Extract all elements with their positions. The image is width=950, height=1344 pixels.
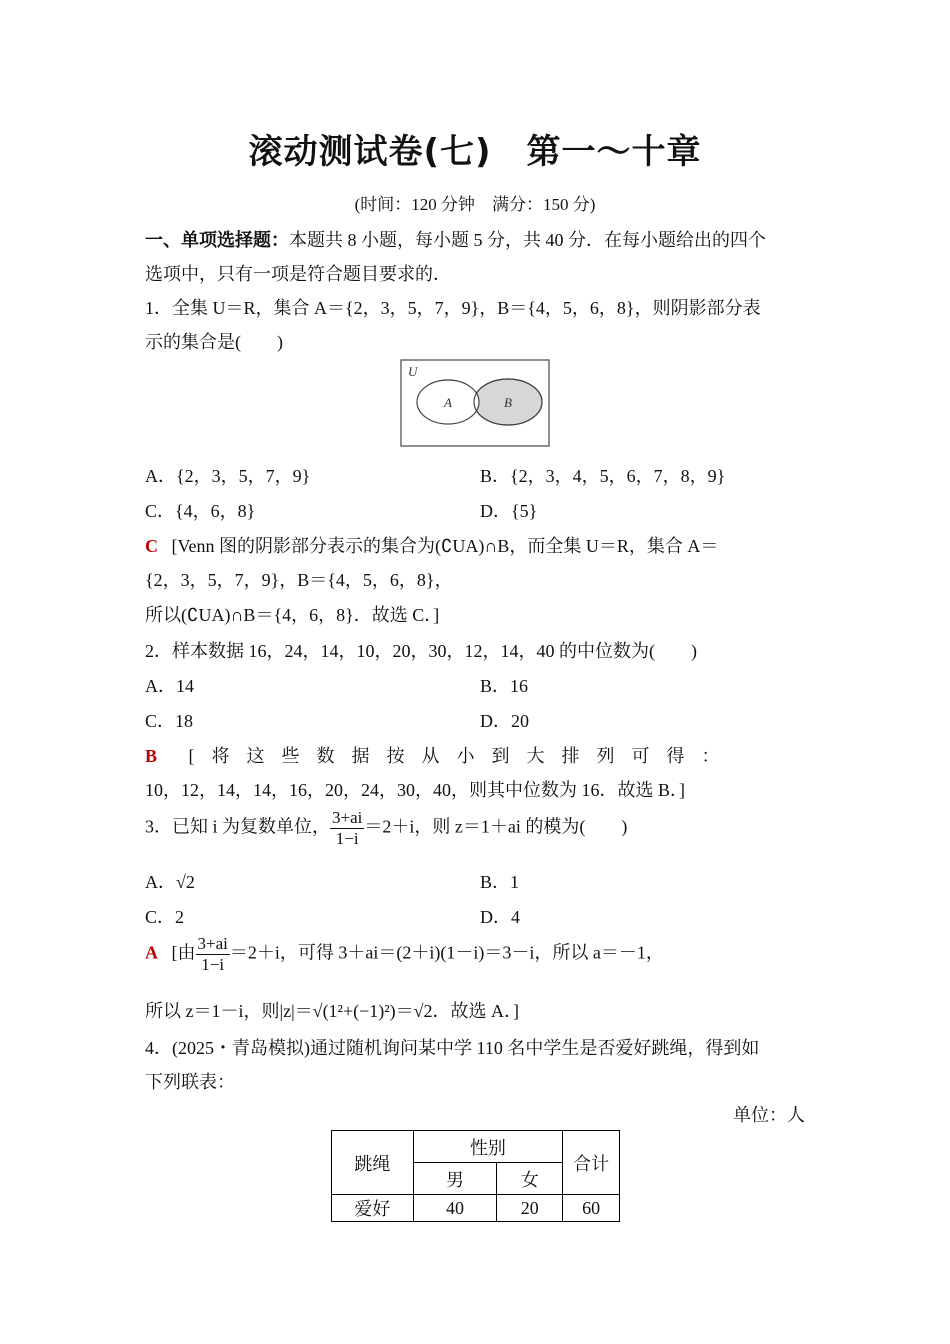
q3-explain-fraction bbox=[196, 934, 230, 975]
section-intro-line2: 选项中，只有一项是符合题目要求的． bbox=[145, 264, 451, 284]
q2-option-a: A．14 bbox=[145, 676, 194, 696]
q1-option-b: B．{2，3，4，5，6，7，8，9} bbox=[480, 466, 726, 486]
q1-option-d: D．{5} bbox=[480, 501, 538, 521]
q1-option-a: A．{2，3，5，7，9} bbox=[145, 466, 311, 486]
table-header-male: 男 bbox=[413, 1163, 497, 1195]
q3-option-c: C．2 bbox=[145, 907, 185, 927]
table-header-total: 合计 bbox=[563, 1131, 620, 1195]
q2-option-d: D．20 bbox=[480, 711, 529, 731]
q1-option-c: C．{4，6，8} bbox=[145, 501, 256, 521]
venn-label-a: A bbox=[444, 395, 452, 410]
q2-option-c: C．18 bbox=[145, 711, 194, 731]
q3-answer: A bbox=[145, 942, 158, 963]
q1-stem-line1: 1．全集 U＝R，集合 A＝{2，3，5，7，9}，B＝{4，5，6，8}，则阴影部分表 bbox=[145, 298, 761, 318]
q2-option-b: B．16 bbox=[480, 676, 529, 696]
page-title: 滚动测试卷(七) 第一～十章 bbox=[248, 132, 702, 172]
q3-option-b: B．1 bbox=[480, 872, 520, 892]
section-heading: 一、单项选择题： bbox=[145, 230, 289, 250]
q2-stem: 2．样本数据 16，24，14，10，20，30，12，14，40 的中位数为( ) bbox=[145, 641, 697, 661]
q2-explain-line2: 10，12，14，14，16，20，24，30，40，则其中位数为 16．故选 B．] bbox=[145, 780, 685, 800]
table-cell-total: 60 bbox=[563, 1195, 620, 1222]
q1-explain-line1 bbox=[145, 532, 718, 558]
q3-fraction bbox=[330, 808, 364, 849]
q2-answer: B bbox=[145, 746, 158, 766]
q3-stem-suffix: ＝2＋i，则 z＝1＋ai 的模为( ) bbox=[364, 816, 628, 837]
q3-explain-line2: 所以 z＝1－i，则|z|＝√(1²+(−1)²)＝√2．故选 A．] bbox=[145, 1001, 520, 1021]
table-cell-female: 20 bbox=[497, 1195, 563, 1222]
q3-frac-numerator: 3+ai bbox=[332, 808, 363, 827]
table-cell-label: 爱好 bbox=[332, 1195, 414, 1222]
table-row bbox=[332, 1195, 620, 1222]
q3-frac-denominator: 1−i bbox=[335, 829, 359, 848]
table-header-gender: 性别 bbox=[413, 1131, 562, 1163]
q3-explain-prefix: [由 bbox=[171, 942, 196, 963]
q4-stem-line2: 下列联表： bbox=[145, 1072, 235, 1092]
venn-label-b: B bbox=[504, 395, 512, 410]
q1-explain-line2: {2，3，5，7，9}，B＝{4，5，6，8}， bbox=[145, 570, 453, 590]
q3-explain-frac-numerator: 3+ai bbox=[197, 934, 228, 953]
exam-info: (时间：120 分钟 满分：150 分) bbox=[354, 195, 596, 214]
q3-stem-prefix: 3．已知 i 为复数单位， bbox=[145, 816, 331, 837]
q3-stem bbox=[145, 808, 627, 849]
section-intro-text: 本题共 8 小题，每小题 5 分，共 40 分．在每小题给出的四个 bbox=[289, 230, 766, 250]
table-cell-male: 40 bbox=[413, 1195, 497, 1222]
q3-explain-line1 bbox=[145, 934, 664, 975]
q1-stem-line2: 示的集合是( ) bbox=[145, 332, 283, 352]
q1-explain-text1: [Venn 图的阴影部分表示的集合为(∁UA)∩B，而全集 U＝R，集合 A＝ bbox=[171, 536, 719, 556]
section-intro-line1 bbox=[145, 226, 766, 252]
q2-explain-text1: [将这些数据按从小到大排列可得： bbox=[188, 746, 737, 766]
table-header-female: 女 bbox=[497, 1163, 563, 1195]
q1-answer: C bbox=[145, 536, 158, 556]
q3-option-d: D．4 bbox=[480, 907, 520, 927]
q4-stem-line1: 4．(2025・青岛模拟)通过随机询问某中学 110 名中学生是否爱好跳绳，得到如 bbox=[145, 1038, 760, 1058]
table-row bbox=[332, 1131, 620, 1163]
q2-explain-line1 bbox=[145, 742, 737, 768]
venn-diagram bbox=[400, 359, 552, 449]
q3-option-a: A．√2 bbox=[145, 872, 195, 892]
q4-contingency-table bbox=[331, 1130, 620, 1222]
table-header-rope: 跳绳 bbox=[332, 1131, 414, 1195]
q4-unit-label: 单位：人 bbox=[733, 1105, 805, 1125]
venn-label-u: U bbox=[408, 364, 418, 379]
q3-explain-frac-denominator: 1−i bbox=[201, 955, 225, 974]
q3-explain-suffix: ＝2＋i，可得 3＋ai＝(2＋i)(1－i)＝3－i，所以 a＝－1， bbox=[229, 942, 664, 963]
q1-explain-line3: 所以(∁UA)∩B＝{4，6，8}．故选 C．] bbox=[145, 605, 440, 625]
